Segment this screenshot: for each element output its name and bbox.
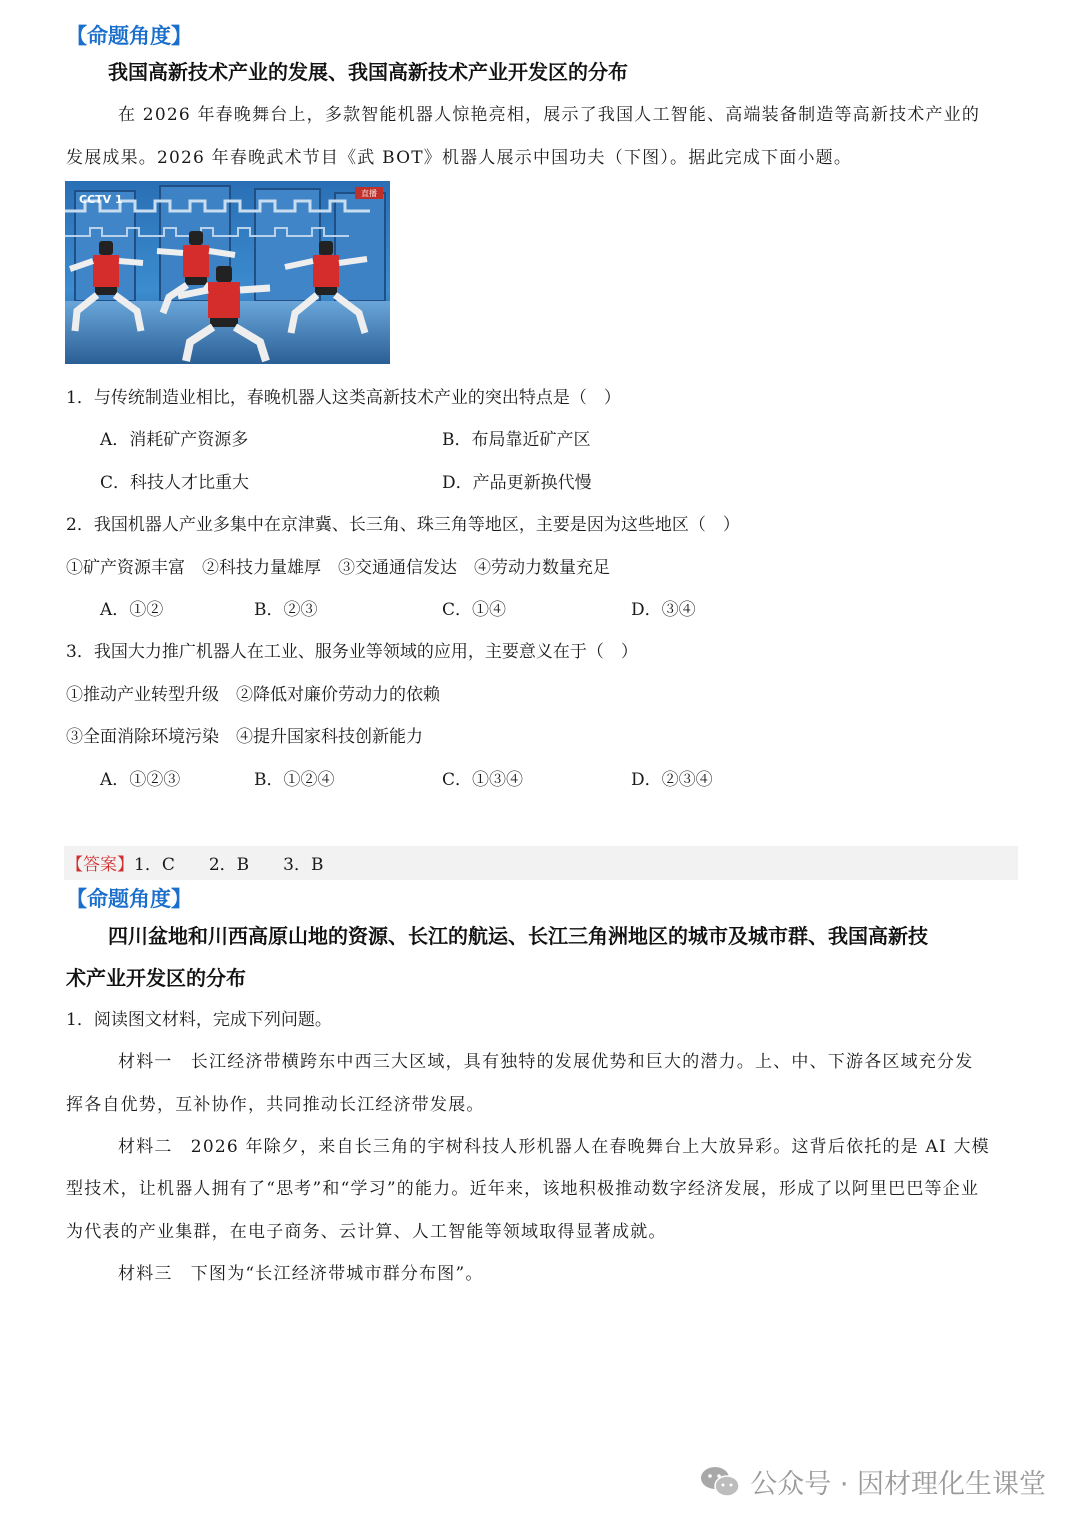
question-1-stem: 1．与传统制造业相比，春晚机器人这类高新技术产业的突出特点是（ ） [66, 388, 621, 408]
q3-option-a[interactable]: A．①②③ [100, 770, 181, 790]
live-badge: 直播 [361, 189, 377, 198]
material-3-line-1: 材料三 下图为“长江经济带城市群分布图”。 [118, 1264, 484, 1284]
q2-option-d[interactable]: D．③④ [631, 600, 696, 620]
q2-option-b[interactable]: B．②③ [254, 600, 318, 620]
section-2-tag: 【命题角度】 [66, 887, 192, 911]
answer-label: 【答案】 [66, 855, 134, 875]
q1-option-c[interactable]: C．科技人才比重大 [100, 473, 250, 493]
section-2-heading-line-2: 术产业开发区的分布 [66, 966, 246, 990]
answer-line [66, 850, 323, 875]
material-1-line-1: 材料一 长江经济带横跨东中西三大区域，具有独特的发展优势和巨大的潜力。上、中、下游各区域充分发 [118, 1052, 974, 1072]
q3-option-b[interactable]: B．①②④ [254, 770, 335, 790]
q2-option-c[interactable]: C．①④ [442, 600, 507, 620]
q1-option-d[interactable]: D．产品更新换代慢 [442, 473, 592, 493]
material-2-line-2: 型技术，让机器人拥有了“思考”和“学习”的能力。近年来，该地积极推动数字经济发展，形成了以阿里巴巴等企业 [66, 1179, 980, 1199]
intro-line-1: 在 2026 年春晚舞台上，多款智能机器人惊艳亮相，展示了我国人工智能、高端装备制造等高新技术产业的 [118, 105, 981, 125]
question-2-items: ①矿产资源丰富 ②科技力量雄厚 ③交通通信发达 ④劳动力数量充足 [66, 558, 610, 578]
section-tag: 【命题角度】 [66, 24, 192, 48]
section-2-question-1: 1．阅读图文材料，完成下列问题。 [66, 1010, 332, 1030]
robot-photo-illustration [65, 181, 390, 364]
watermark-text: 公众号 · 因材理化生课堂 [750, 1469, 1046, 1500]
material-2-line-1: 材料二 2026 年除夕，来自长三角的宇树科技人形机器人在春晚舞台上大放异彩。这背后依托的是 AI 大模 [118, 1137, 990, 1157]
question-3-items-2: ③全面消除环境污染 ④提升国家科技创新能力 [66, 727, 423, 747]
cctv-logo: CCTV 1 [79, 193, 123, 206]
question-3-stem: 3．我国大力推广机器人在工业、服务业等领域的应用，主要意义在于（ ） [66, 642, 638, 662]
intro-line-2: 发展成果。2026 年春晚武术节目《武 BOT》机器人展示中国功夫（下图）。据此完成下面小题。 [66, 148, 853, 168]
wechat-icon [700, 1465, 740, 1499]
section-2-heading-line-1: 四川盆地和川西高原山地的资源、长江的航运、长江三角洲地区的城市及城市群、我国高新技 [108, 924, 928, 948]
q1-option-a[interactable]: A．消耗矿产资源多 [100, 430, 249, 450]
question-3-items-1: ①推动产业转型升级 ②降低对廉价劳动力的依赖 [66, 685, 440, 705]
answer-text: 1．C 2．B 3．B [134, 855, 324, 875]
section-heading: 我国高新技术产业的发展、我国高新技术产业开发区的分布 [108, 60, 628, 84]
q2-option-a[interactable]: A．①② [100, 600, 164, 620]
material-2-line-3: 为代表的产业集群，在电子商务、云计算、人工智能等领域取得显著成就。 [66, 1222, 667, 1242]
robot-kungfu-photo [65, 181, 390, 364]
material-1-line-2: 挥各自优势，互补协作，共同推动长江经济带发展。 [66, 1095, 485, 1115]
q1-option-b[interactable]: B．布局靠近矿产区 [442, 430, 591, 450]
q3-option-d[interactable]: D．②③④ [631, 770, 713, 790]
question-2-stem: 2．我国机器人产业多集中在京津冀、长三角、珠三角等地区，主要是因为这些地区（ ） [66, 515, 740, 535]
wechat-watermark [700, 1462, 1046, 1501]
q3-option-c[interactable]: C．①③④ [442, 770, 524, 790]
